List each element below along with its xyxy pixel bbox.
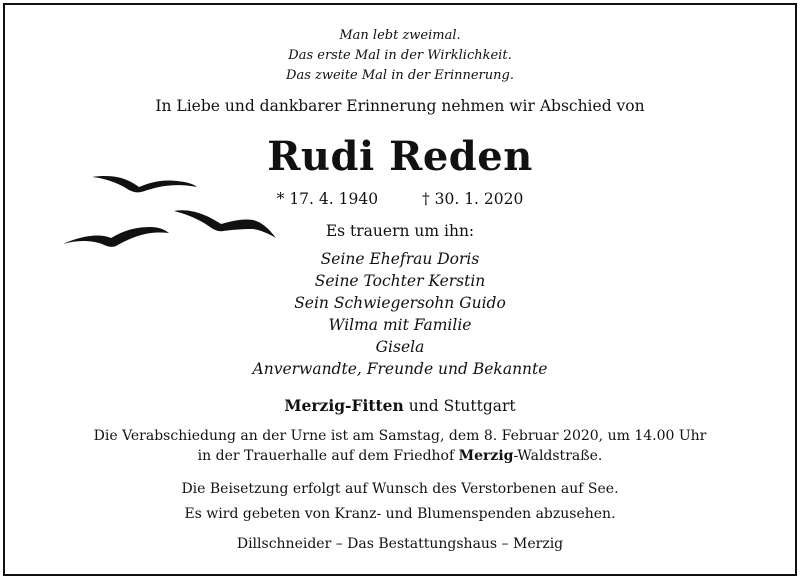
flying-birds-icon: [55, 160, 285, 255]
residence-primary: Merzig-Fitten: [284, 396, 404, 415]
ceremony-line-2: [0, 448, 800, 464]
mourner-item: Wilma mit Familie: [328, 316, 472, 334]
burial-note: Die Beisetzung erfolgt auf Wunsch des Verstorbenen auf See.: [181, 481, 619, 497]
ceremony-line-1: Die Verabschiedung an der Urne ist am Samstag, dem 8. Februar 2020, um 14.00 Uhr: [93, 428, 707, 444]
residence-places: [0, 396, 800, 415]
ceremony-town: Merzig: [458, 448, 514, 464]
mourner-item: Seine Ehefrau Doris: [320, 250, 480, 268]
ceremony-street: -Waldstraße.: [513, 448, 603, 464]
death-date: † 30. 1. 2020: [421, 190, 524, 208]
bird-icon: [92, 176, 197, 192]
mourner-item: Anverwandte, Freunde und Bekannte: [252, 360, 548, 378]
birth-date: * 17. 4. 1940: [276, 190, 379, 208]
intro-text: In Liebe und dankbarer Erinnerung nehmen wir Abschied von: [155, 97, 645, 115]
residence-secondary: und Stuttgart: [403, 397, 516, 415]
quote-line-1: Man lebt zweimal.: [339, 28, 461, 43]
quote-line-2: Das erste Mal in der Wirklichkeit.: [288, 48, 512, 63]
mourner-item: Sein Schwiegersohn Guido: [294, 294, 506, 312]
funeral-home: Dillschneider – Das Bestattungshaus – Merzig: [236, 536, 564, 552]
mourner-item: Gisela: [375, 338, 425, 356]
mourners-heading: Es trauern um ihn:: [325, 222, 475, 240]
deceased-name: Rudi Reden: [267, 133, 533, 180]
quote-line-3: Das zweite Mal in der Erinnerung.: [286, 68, 514, 83]
flowers-note: Es wird gebeten von Kranz- und Blumenspenden abzusehen.: [184, 506, 616, 522]
ceremony-location: in der Trauerhalle auf dem Friedhof: [197, 448, 459, 464]
mourner-item: Seine Tochter Kerstin: [314, 272, 486, 290]
